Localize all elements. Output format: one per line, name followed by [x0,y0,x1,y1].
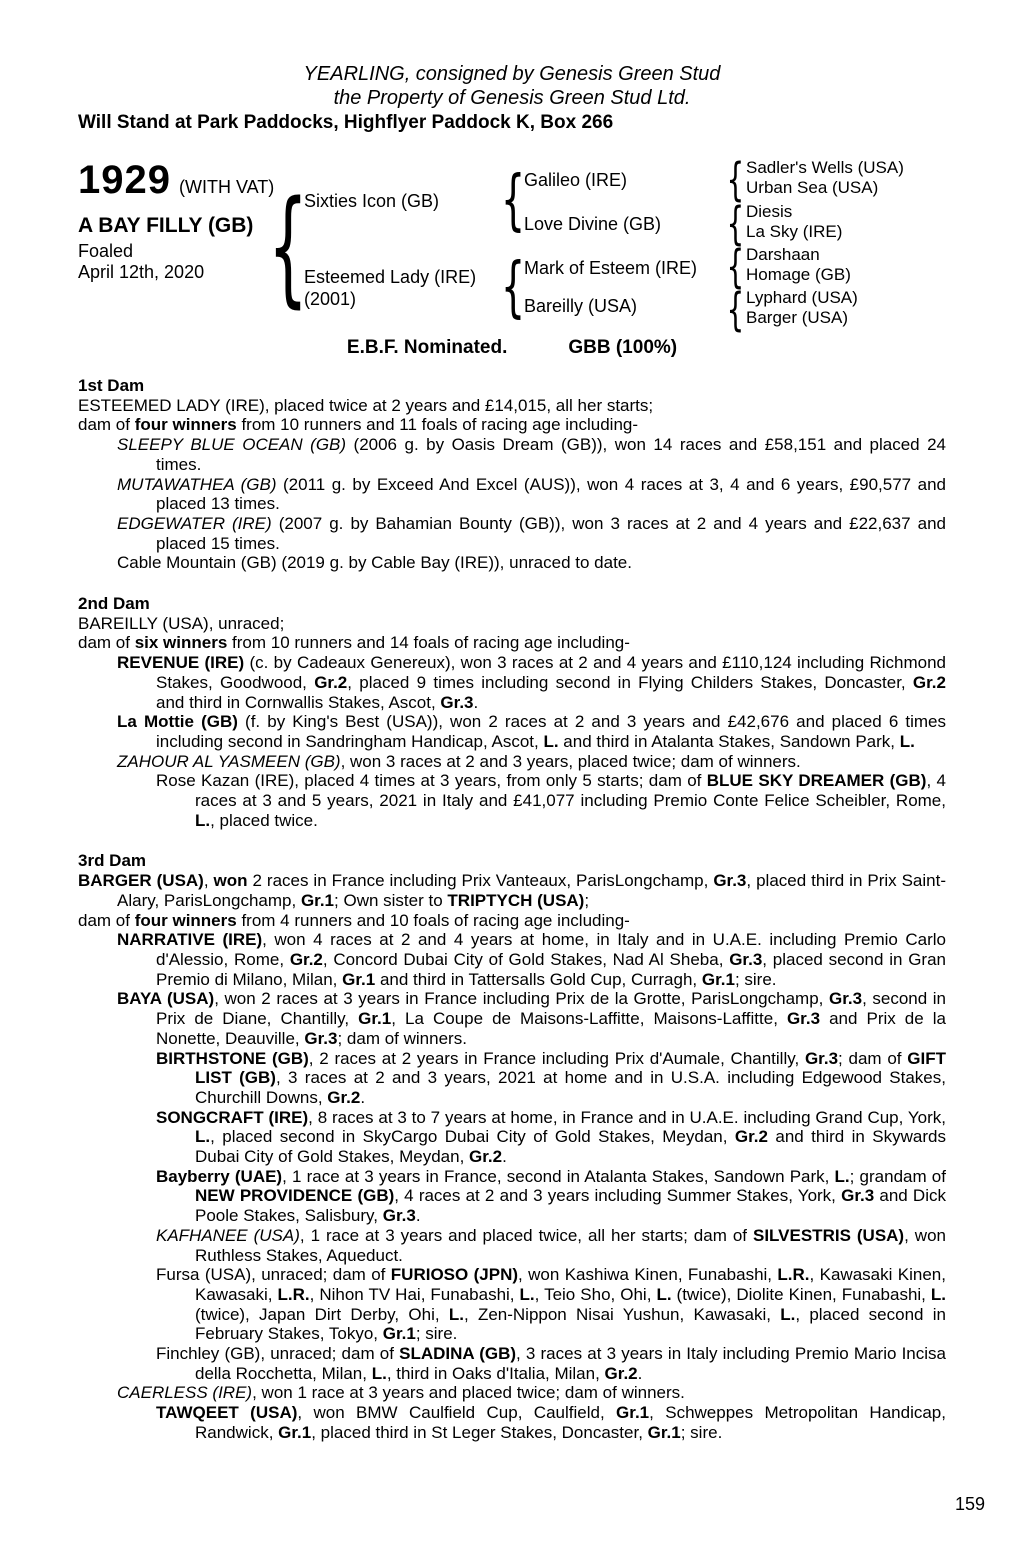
text-run: , won 3 races at 2 and 3 years, placed twice; dam of winners. [340,751,801,771]
text-run: , won 4 races at 2 and 4 years at home, in Italy and in U.A.E. including Premio Carlo d'Alessio, Rome, [156,930,946,969]
pedigree-paragraph [78,1383,946,1403]
text-run: BLUE SKY DREAMER (GB) [706,771,927,791]
text-run: Gr.3 [786,1009,821,1029]
text-run: BARGER (USA) [78,871,204,891]
text-run: Gr.2 [327,1087,361,1107]
text-run: , Teio Sho, Ohi, [534,1284,657,1304]
text-run: SONGCRAFT (IRE) [156,1107,309,1127]
text-run: Gr.1 [616,1403,650,1423]
consignor-line: YEARLING, consigned by Genesis Green Stud [303,63,721,85]
text-run: GIFT LIST (GB) [195,1048,946,1088]
foaled-date: April 12th, 2020 [78,262,205,282]
text-run: , won 2 races at 3 years in France including Prix de la Grotte, ParisLongchamp, [214,989,829,1009]
brace-glyph: { [500,248,526,325]
text-run: Gr.3 [304,1028,338,1048]
text-run: dam of [78,633,135,653]
pedigree-paragraph [78,1049,946,1108]
text-run: and third in Cornwallis Stakes, Ascot, [156,692,441,712]
dam-section [78,594,946,830]
pedigree-paragraph [78,633,946,653]
text-run: Gr.3 [729,949,763,969]
text-run: Gr.1 [300,890,335,910]
text-run: dam of [78,910,135,930]
text-run: , won Kashiwa Kinen, Funabashi, [518,1265,778,1285]
gen3-brace-1 [726,152,744,206]
text-run: , Zen-Nippon Nisai Yushun, Kawasaki, [463,1304,781,1324]
horse-name: A BAY FILLY (GB) [78,214,254,237]
text-run: . [415,1206,421,1226]
text-run: , won BMW Caulfield Cup, Caulfield, [297,1403,617,1423]
text-run: and third in Atalanta Stakes, Sandown Park, [558,731,900,751]
text-run: , placed second in February Stakes, Tokyo, [195,1304,946,1344]
text-run: , 1 race at 3 years and placed twice, all her starts; dam of [299,1225,753,1245]
text-run: , won 1 race at 3 years and placed twice; dam of winners. [252,1383,685,1403]
text-run: Gr.2 [912,672,946,692]
text-run: four winners [134,910,237,930]
text-run: ; sire. [680,1422,723,1442]
pedigree-paragraph [78,752,946,772]
sire-sire: Galileo (IRE) [524,170,628,190]
text-run: Gr.3 [713,871,747,891]
text-run: (2011 g. by Exceed And Excel (AUS)), won 4 races at 3, 4 and 6 years, £90,577 and placed 13 times. [156,474,946,514]
pedigree-paragraph [78,911,946,931]
pedigree-paragraph [78,514,946,553]
text-run: ; sire. [415,1324,458,1344]
text-run: EDGEWATER (IRE) [117,513,272,533]
text-run: L. [371,1363,387,1383]
text-run: L.R. [277,1284,310,1304]
text-run: Gr.1 [647,1422,681,1442]
pedigree-paragraph [78,1226,946,1265]
lot-line [78,158,274,203]
text-run: . [360,1087,366,1107]
pedigree-paragraph [78,712,946,751]
text-run: L. [930,1284,947,1304]
text-run: Gr.2 [469,1147,503,1167]
text-run: Rose Kazan (IRE), placed 4 times at 3 years, from only 5 starts; dam of [156,771,707,791]
text-run: Cable Mountain (GB) (2019 g. by Cable Bay (IRE)), unraced to date. [117,553,632,573]
text-run: , 2 races at 2 years in France including Prix d'Aumale, Chantilly, [308,1048,805,1068]
pedigree-paragraph [78,415,946,435]
text-run: , placed twice. [210,810,318,830]
text-run: Gr.3 [841,1186,875,1206]
pedigree-paragraph [78,614,946,634]
text-run: NARRATIVE (IRE) [117,930,263,950]
text-run: Gr.3 [382,1206,416,1226]
text-run: and Dick Poole Stakes, Salisbury, [195,1186,946,1226]
pedigree-paragraph [78,475,946,514]
text-run: , third in Oaks d'Italia, Milan, [386,1363,605,1383]
text-run: (2006 g. by Oasis Dream (GB)), won 14 races and £58,151 and placed 24 times. [156,435,946,474]
text-run: , Nihon TV Hai, Funabashi, [309,1284,520,1304]
brace-glyph: { [726,152,744,206]
text-run: BAYA (USA) [117,989,215,1009]
text-run: SLADINA (GB) [399,1344,517,1364]
text-run: six winners [134,633,228,653]
sire-name: Sixties Icon (GB) [304,191,440,211]
text-run: TAWQEET (USA) [156,1403,298,1423]
dam-heading: 1st Dam [78,376,145,395]
text-run: CAERLESS (IRE) [117,1383,253,1403]
text-run: and Prix de la Nonette, Deauville, [156,1009,946,1048]
text-run: . [473,692,479,712]
text-run: REVENUE (IRE) [117,653,245,673]
pedigree-paragraph [78,989,946,1048]
property-line: the Property of Genesis Green Stud Ltd. [333,87,691,109]
text-run: . [637,1363,643,1383]
dam-name: Esteemed Lady (IRE) [304,267,477,287]
gen2-brace-dam [500,248,526,325]
sire-dam: Love Divine (GB) [524,214,662,234]
gen3-brace-4 [726,282,744,336]
pedigree-paragraph [78,653,946,712]
text-run: Gr.3 [828,989,863,1009]
pedigree-paragraph [78,1108,946,1167]
text-run: L. [834,1166,850,1186]
text-run: Gr.1 [358,1009,392,1029]
text-run: , placed second in SkyCargo Dubai City of Gold Stakes, Meydan, [210,1127,735,1147]
text-run: (f. by King's Best (USA)), won 2 races at 2 and 3 years and £42,676 and placed 6 times including second in Sandringham Handicap, Ascot, [156,712,946,751]
text-run: Gr.2 [604,1363,638,1383]
nominations-line [78,337,946,359]
text-run: , placed second in Gran Premio di Milano, Milan, [156,949,946,989]
text-run: KAFHANEE (USA) [156,1225,300,1245]
text-run: , Concord Dubai City of Gold Stakes, Nad Al Sheba, [322,949,730,969]
text-run: FURIOSO (JPN) [390,1265,519,1285]
text-run: , placed third in St Leger Stakes, Doncaster, [311,1422,648,1442]
text-run: ; [584,890,590,910]
brace-glyph: { [500,161,526,238]
text-run: , 1 race at 3 years in France, second in Atalanta Stakes, Sandown Park, [282,1166,835,1186]
gen3-name: Barger (USA) [746,308,849,327]
text-run: Gr.2 [289,949,323,969]
dam-year: (2001) [304,289,357,309]
text-run: , placed third in Prix Saint-Alary, ParisLongchamp, [117,871,947,910]
dam-heading: 2nd Dam [78,594,150,614]
dam-section [78,851,946,1442]
text-run: Gr.1 [382,1324,416,1344]
text-run: , second in Prix de Diane, Chantilly, [156,989,946,1029]
text-run: L.R. [777,1265,810,1285]
text-run: , placed 9 times including second in Flying Childers Stakes, Doncaster, [347,672,913,692]
text-run: Gr.1 [278,1422,312,1442]
foaled-label: Foaled [78,241,134,261]
text-run: , 8 races at 3 to 7 years at home, in France and in U.A.E. including Grand Cup, York, [308,1107,946,1127]
text-run: (twice), Japan Dirt Derby, Ohi, [195,1304,449,1324]
pedigree-paragraph [78,435,946,474]
text-run: Gr.1 [342,969,376,989]
gen3-name: Diesis [746,202,793,221]
text-run: 2 races in France including Prix Vanteaux, ParisLongchamp, [247,871,714,891]
text-run: L. [195,1127,211,1147]
dam-heading: 3rd Dam [78,851,147,871]
text-run: BAREILLY (USA), unraced; [78,613,285,633]
text-run: La Mottie (GB) [117,712,238,732]
text-run: L. [543,731,559,751]
text-run: , 4 races at 2 and 3 years including Summer Stakes, York, [394,1186,842,1206]
text-run: MUTAWATHEA (GB) [117,474,277,494]
text-run: (c. by Cadeaux Genereux), won 3 races at 2 and 4 years and £110,124 including Richmond Stakes, Goodwood, [156,653,946,692]
text-run: L. [448,1304,464,1324]
text-run: Gr.3 [440,692,474,712]
text-run: L. [195,810,211,830]
text-run: , 3 races at 2 and 3 years, 2021 at home and in U.S.A. including Edgewood Stakes, Churchill Downs, [195,1068,946,1107]
text-run: TRIPTYCH (USA) [447,890,585,910]
page-number: 159 [954,1494,985,1514]
text-run: NEW PROVIDENCE (GB) [195,1186,395,1206]
text-run: Fursa (USA), unraced; dam of [156,1265,391,1285]
text-run: L. [780,1304,796,1324]
gen3-name: Sadler's Wells (USA) [746,158,904,177]
gen3-name: Darshaan [746,245,820,264]
pedigree-paragraph [78,553,946,573]
text-run: , won Ruthless Stakes, Aqueduct. [195,1225,946,1265]
gbb-bonus: GBB (100%) [568,337,678,358]
pedigree-paragraph [78,1344,946,1383]
dam-sections [78,376,946,1443]
ebf-nominated: E.B.F. Nominated. [346,337,508,358]
text-run: SILVESTRIS (USA) [752,1225,905,1245]
text-run: , La Coupe de Maisons-Laffitte, Maisons-Laffitte, [391,1009,787,1029]
text-run: (twice), Diolite Kinen, Funabashi, [671,1284,931,1304]
text-run: ; dam of winners. [337,1028,467,1048]
text-run: Gr.1 [701,969,735,989]
gen3-name: La Sky (IRE) [746,222,843,241]
text-run: won [213,871,248,891]
brace-glyph: { [267,173,309,320]
lot-number: 1929 [78,158,171,202]
text-run: Gr.3 [804,1048,839,1068]
gen3-name: Urban Sea (USA) [746,178,879,197]
gen3-brace-3 [726,239,744,293]
text-run: SLEEPY BLUE OCEAN (GB) [117,435,347,455]
vat-note: (WITH VAT) [178,177,275,197]
text-run: ; grandam of [849,1166,946,1186]
text-run: ; dam of [838,1048,908,1068]
text-run: from 4 runners and 10 foals of racing age including- [236,910,630,930]
gen3-name: Homage (GB) [746,265,851,284]
gen2-brace-sire [500,161,526,238]
text-run: dam of [78,415,135,435]
gen1-brace [267,173,309,320]
text-run: , Kawasaki Kinen, Kawasaki, [195,1265,946,1304]
dam-dam: Bareilly (USA) [524,296,638,316]
gen3-name: Lyphard (USA) [746,288,858,307]
dam-sire: Mark of Esteem (IRE) [524,258,698,278]
brace-glyph: { [726,196,744,250]
pedigree-paragraph [78,1265,946,1344]
text-run: , 3 races at 3 years in Italy including Premio Mario Incisa della Rocchetta, Milan, [195,1344,946,1383]
text-run: Bayberry (UAE) [156,1166,283,1186]
text-run: Finchley (GB), unraced; dam of [156,1344,400,1364]
text-run: ; sire. [734,969,777,989]
text-run: L. [656,1284,672,1304]
pedigree-paragraph [78,1403,946,1442]
dam-section [78,376,946,573]
text-run: ZAHOUR AL YASMEEN (GB) [117,751,341,771]
pedigree-block [78,150,946,336]
brace-glyph: { [726,282,744,336]
text-run: and third in Skywards Dubai City of Gold Stakes, Meydan, [195,1127,946,1167]
text-run: ESTEEMED LADY (IRE), placed twice at 2 years and £14,015, all her starts; [78,395,654,415]
pedigree-paragraph [78,930,946,989]
text-run: from 10 runners and 14 foals of racing age including- [227,633,630,653]
text-run: four winners [134,415,237,435]
pedigree-paragraph [78,1167,946,1226]
pedigree-paragraph [78,771,946,830]
gen3-brace-2 [726,196,744,250]
pedigree-paragraph [78,871,946,910]
text-run: , [203,871,214,891]
text-run: . [502,1147,507,1167]
text-run: Gr.2 [734,1127,768,1147]
text-run: ; Own sister to [334,890,448,910]
text-run: L. [519,1284,535,1304]
text-run: BIRTHSTONE (GB) [156,1048,309,1068]
text-run: (2007 g. by Bahamian Bounty (GB)), won 3 races at 2 and 4 years and £22,637 and placed 15 times. [156,513,946,553]
text-run: L. [899,731,915,751]
text-run: , 4 races at 3 and 5 years, 2021 in Italy and £41,077 including Premio Conte Felice Scheibler, Rome, [195,771,946,811]
text-run: and third in Tattersalls Gold Cup, Curragh, [375,969,702,989]
text-run: from 10 runners and 11 foals of racing age including- [236,415,639,435]
text-run: Gr.2 [314,672,348,692]
pedigree-paragraph [78,396,946,416]
text-run: , Schweppes Metropolitan Handicap, Randwick, [195,1403,946,1442]
brace-glyph: { [726,239,744,293]
stabling-line: Will Stand at Park Paddocks, Highflyer Paddock K, Box 266 [78,112,614,133]
